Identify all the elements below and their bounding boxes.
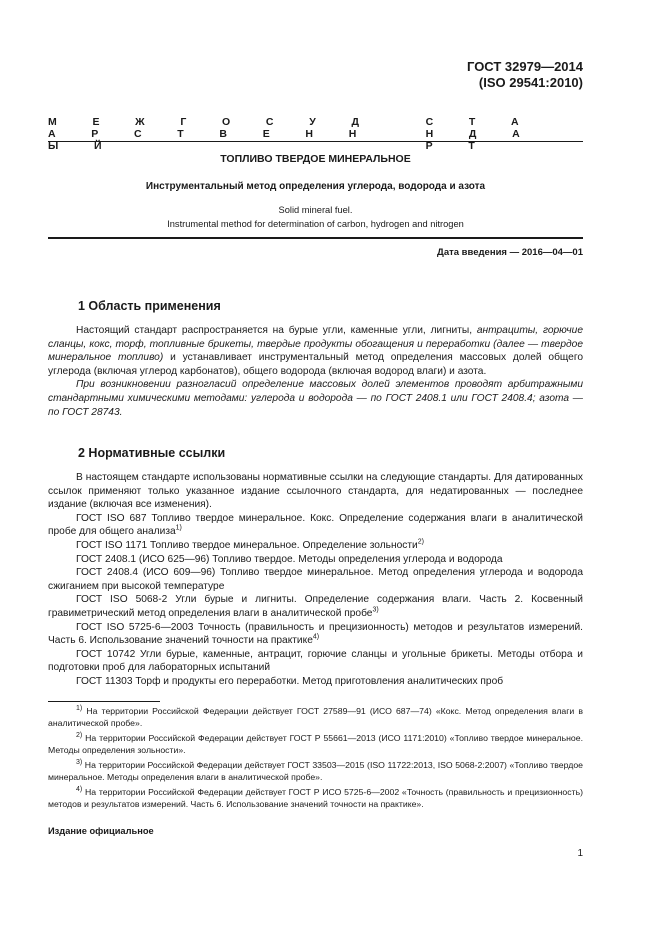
reference-item: ГОСТ 2408.1 (ИСО 625—96) Топливо твердое. Методы определения углерода и водорода (76, 553, 503, 565)
english-title-line1: Solid mineral fuel. (278, 205, 353, 215)
section1-heading: 1 Область применения (78, 299, 221, 313)
iso-number: (ISO 29541:2010) (478, 75, 583, 90)
divider-top (48, 141, 583, 142)
section1-paragraph2: При возникновении разногласий определение массовых долей элементов проводят арбитражными стандартными химическими методами: углерода и водорода — по ГОСТ 2408.1 или ГОСТ 2408.4; азота — по ГОСТ 28743. (48, 379, 583, 418)
edition-label: Издание официальное (48, 826, 154, 836)
footnote-item: $^{3)}$ На территории Российской Федерации действует ГОСТ 33503—2015 (ISO 11722:2013, ISO 5068-2:2007) «Топливо твердое минеральное. Методы определения влаги в аналитической пробе». (48, 759, 583, 782)
footnote-marker: 4) (312, 633, 320, 641)
footnote-separator (48, 701, 160, 702)
english-title-line2: Instrumental method for determination of carbon, hydrogen and nitrogen (167, 219, 464, 229)
footnote-mark: 2) (76, 732, 83, 740)
banner-interstate: М Е Ж Г О С У Д А Р С Т В Е Н Н Ы Й (48, 116, 395, 152)
reference-item: ГОСТ 10742 Угли бурые, каменные, антрацит, горючие сланцы и угольные брикеты. Методы отбора и подготовки проб для лабораторных испытаний (48, 648, 583, 674)
footnote-item: $^{1)}$ На территории Российской Федерации действует ГОСТ 27589—91 (ИСО 687—74) «Кокс. Метод определения влаги в аналитической пробе». (48, 705, 583, 728)
reference-item: ГОСТ 2408.4 (ИСО 609—96) Топливо твердое минеральное. Метод определения углерода и водорода сжиганием при высокой температуре (48, 567, 583, 592)
reference-item: ГОСТ ISO 1171 Топливо твердое минеральное. Определение зольности$^{2)}$ (76, 538, 424, 551)
section2-heading: 2 Нормативные ссылки (78, 446, 226, 460)
footnote-marker: 1) (175, 524, 182, 532)
section1-body (48, 324, 583, 419)
banner-standard: С Т А Н Д А Р Т (425, 116, 556, 152)
reference-item: ГОСТ ISO 5068-2 Угли бурые и лигниты. Определение содержания влаги. Часть 2. Косвенный гравиметрический метод определения влаги в аналитической пробе$^{3)}$ (48, 594, 583, 619)
reference-item: ГОСТ ISO 5725-6—2003 Точность (правильность и прецизионность) методов и результатов измерений. Часть 6. Использование значений точности на практике$^{4)}$ (48, 621, 583, 647)
section2-body (48, 471, 583, 689)
standard-designation (467, 59, 583, 91)
gost-number: ГОСТ 32979—2014 (467, 59, 583, 74)
page-number: 1 (577, 848, 583, 859)
footnote-item: $^{4)}$ На территории Российской Федерации действует ГОСТ Р ИСО 5725-6—2002 «Точность (правильность и прецизионность) методов и результатов измерений. Часть 6. Использование значений точности на практике». (48, 786, 583, 809)
section1-paragraph1: Настоящий стандарт распространяется на бурые угли, каменные угли, лигниты, антрациты, горючие сланцы, кокс, торф, топливные брикеты, твердые продукты обогащения и переработки (далее — твердое минеральное топливо) и устанавливает инструментальный метод определения массовых долей общего углерода (включая углерод карбонатов), общего водорода (включая водород влаги) и азота. (48, 325, 584, 377)
footnote-marker: 3) (372, 606, 379, 614)
reference-item: ГОСТ 11303 Торф и продукты его переработки. Метод приготовления аналитических проб (76, 675, 504, 687)
footnote-mark: 1) (76, 705, 83, 713)
english-title (48, 203, 583, 231)
footnote-marker: 2) (417, 538, 424, 546)
document-title: ТОПЛИВО ТВЕРДОЕ МИНЕРАЛЬНОЕ (220, 153, 411, 165)
footnote-item: $^{2)}$ На территории Российской Федерации действует ГОСТ Р 55661—2013 (ИСО 1171:2010) «Топливо твердое минеральное. Методы определения зольности». (48, 732, 583, 755)
reference-item: ГОСТ ISO 687 Топливо твердое минеральное. Кокс. Определение содержания влаги в аналитической пробе для общего анализа$^{1)}$ (48, 512, 583, 538)
fuel-list-italic: антрациты, горючие сланцы, кокс, торф, топливные брикеты, твердые продукты обогащения и переработки (далее — твердое минеральное топливо) (48, 325, 583, 364)
footnote-mark: 3) (76, 759, 83, 767)
footnotes (48, 706, 583, 814)
document-subtitle: Инструментальный метод определения углерода, водорода и азота (145, 181, 486, 192)
footnote-mark: 4) (76, 786, 83, 794)
reference-list (48, 512, 583, 689)
standard-type-banner (48, 116, 583, 152)
section2-intro: В настоящем стандарте использованы нормативные ссылки на следующие стандарты. Для датированных ссылок применяют только указанное издание ссылочного стандарта, для недатированных — последнее издание (включая все изменения). (48, 472, 583, 511)
effective-date: Дата введения — 2016—04—01 (437, 247, 583, 258)
divider-bottom (48, 237, 583, 239)
